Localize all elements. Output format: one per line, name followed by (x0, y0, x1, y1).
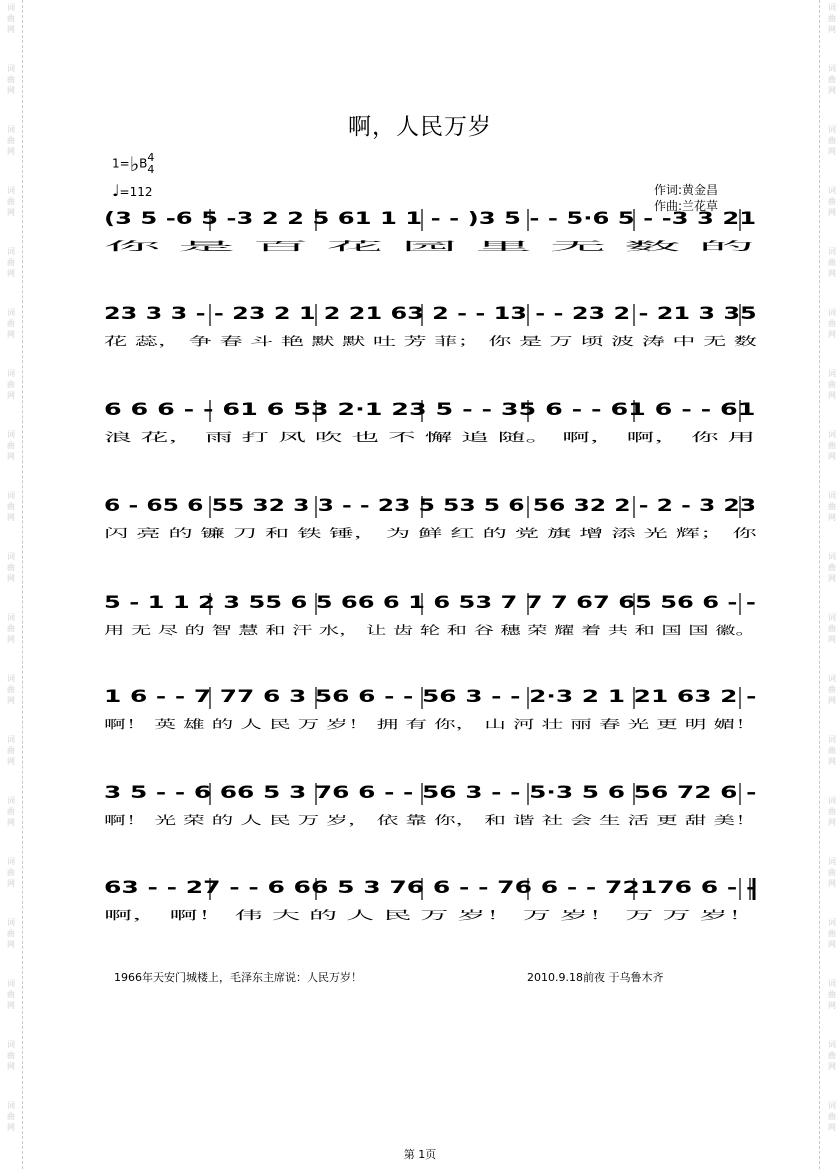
watermark-text: 词 曲 网 (828, 735, 836, 766)
watermark-text: 词 曲 网 (7, 857, 15, 888)
watermark-text: 词 曲 网 (828, 979, 836, 1010)
watermark-text: 词 曲 网 (828, 64, 836, 95)
watermark-text: 词 曲 网 (7, 186, 15, 217)
watermark-text: 词 曲 网 (7, 1040, 15, 1071)
left-margin-rule (22, 0, 23, 1169)
watermark-text: 词 曲 网 (7, 552, 15, 583)
watermark-text: 词 曲 网 (7, 125, 15, 156)
watermark-text: 词 曲 网 (7, 918, 15, 949)
watermark-text: 词 曲 网 (7, 369, 15, 400)
tempo-value: =112 (119, 185, 153, 199)
lyric-line: 浪 花， 雨 打 风 吹 也 不 懈 追 随。 啊， 啊， 你 用 (104, 430, 756, 444)
watermark-text: 词 曲 网 (7, 308, 15, 339)
watermark-text: 词 曲 网 (828, 552, 836, 583)
watermark-text: 词 曲 网 (7, 64, 15, 95)
watermark-text: 词 曲 网 (828, 857, 836, 888)
song-title: 啊，人民万岁 (348, 114, 492, 140)
score-system (104, 683, 756, 743)
left-margin (0, 0, 24, 1169)
lyricist-credit: 作词:黄金昌 (654, 183, 719, 197)
watermark-text: 词 曲 网 (7, 735, 15, 766)
right-margin (816, 0, 840, 1169)
lyric-line: 花 蕊， 争 春 斗 艳 默 默 吐 芳 菲； 你 是 万 顷 波 涛 中 无 数 (104, 334, 757, 348)
watermark-text: 词 曲 网 (7, 3, 15, 34)
score-line: 23 3 3 - - 23 2 1 2 21 63 2 - - 13 - - 23 2 - 21 3 35 (104, 304, 757, 324)
score-system (104, 874, 756, 934)
time-unit: 4 (147, 163, 155, 176)
score-system (104, 492, 756, 552)
watermark-text: 词 曲 网 (828, 247, 836, 278)
right-margin-rule (819, 0, 820, 1169)
watermark-text: 词 曲 网 (828, 613, 836, 644)
score-line: 6 6 6 - - 61 6 53 2·1 23 5 - - 35 6 - - 61 6 - - 61 (104, 400, 756, 420)
flat-symbol: ♭ (129, 151, 140, 176)
watermark-text: 词 曲 网 (7, 491, 15, 522)
score-system (104, 396, 756, 456)
score-system (104, 589, 756, 649)
watermark-text: 词 曲 网 (828, 3, 836, 34)
watermark-text: 词 曲 网 (828, 918, 836, 949)
score-line: 63 - - 27 - - 6 66 5 3 76 6 - - 76 6 - - 72176 6 - - (104, 878, 757, 898)
watermark-text: 词 曲 网 (828, 1040, 836, 1071)
score-line: (3 5 -6 5 -3 2 2 5 61 1 1 - - )3 5 - - 5·6 5 - -3 3 21 (104, 209, 757, 229)
lyric-line: 啊， 啊！ 伟 大 的 人 民 万 岁！ 万 岁！ 万 万 岁！ (104, 908, 757, 922)
key-signature (112, 152, 154, 176)
score-line: 1 6 - - 7 77 6 3 56 6 - - 56 3 - - 2·3 2 1 21 63 2 - (104, 687, 757, 707)
score-system (104, 779, 756, 839)
watermark-text: 词 曲 网 (7, 979, 15, 1010)
watermark-text: 词 曲 网 (828, 308, 836, 339)
lyric-line: 啊！ 英 雄 的 人 民 万 岁！ 拥 有 你， 山 河 壮 丽 春 光 更 明 媚！ (104, 717, 757, 731)
lyric-line: 你 是 百 花 园 里 无 数 的 (104, 239, 755, 253)
watermark-text: 词 曲 网 (7, 1101, 15, 1132)
key-prefix: 1= (112, 156, 130, 171)
watermark-text: 词 曲 网 (828, 674, 836, 705)
watermark-text: 词 曲 网 (828, 125, 836, 156)
time-beats: 4 (147, 151, 155, 164)
score-system (104, 300, 756, 360)
historical-note: 1966年天安门城楼上，毛泽东主席说：人民万岁！ (114, 971, 362, 984)
lyric-line: 用 无 尽 的 智 慧 和 汗 水， 让 齿 轮 和 谷 穗 荣 耀 着 共 和 国 国 徽。 (104, 623, 756, 637)
tempo-marking (112, 181, 153, 200)
watermark-text: 词 曲 网 (828, 796, 836, 827)
score-line: 3 5 - - 6 66 5 3 76 6 - - 56 3 - - 5·3 5 6 56 72 6 - (104, 783, 757, 803)
lyric-line: 啊！ 光 荣 的 人 民 万 岁， 依 靠 你， 和 谐 社 会 生 活 更 甜 美！ (104, 813, 757, 827)
watermark-text: 词 曲 网 (7, 430, 15, 461)
quarter-note-icon: ♩ (112, 181, 120, 200)
score-line: 6 - 65 6 55 32 3 3 - - 23 5 53 5 6 56 32 2 - 2 - 3 23 (104, 496, 757, 516)
watermark-text: 词 曲 网 (828, 186, 836, 217)
score-system (104, 205, 756, 265)
date-place-note: 2010.9.18前夜 于乌鲁木齐 (527, 971, 664, 984)
lyric-line: 闪 亮 的 镰 刀 和 铁 锤， 为 鲜 红 的 党 旗 增 添 光 辉； 你 (104, 526, 757, 540)
watermark-text: 词 曲 网 (828, 1101, 836, 1132)
watermark-text: 词 曲 网 (828, 491, 836, 522)
watermark-text: 词 曲 网 (7, 796, 15, 827)
time-signature (147, 152, 154, 176)
composer-credit: 作曲:兰花草 (654, 199, 719, 213)
watermark-text: 词 曲 网 (7, 247, 15, 278)
watermark-text: 词 曲 网 (7, 613, 15, 644)
page-number: 第 1页 (403, 1148, 437, 1161)
key-note: B (139, 156, 148, 171)
watermark-text: 词 曲 网 (828, 430, 836, 461)
watermark-text: 词 曲 网 (828, 369, 836, 400)
score-line: 5 - 1 1 2 3 55 6 5 66 6 1 6 53 7 7 7 67 65 56 6 - - (104, 593, 756, 613)
watermark-text: 词 曲 网 (7, 674, 15, 705)
